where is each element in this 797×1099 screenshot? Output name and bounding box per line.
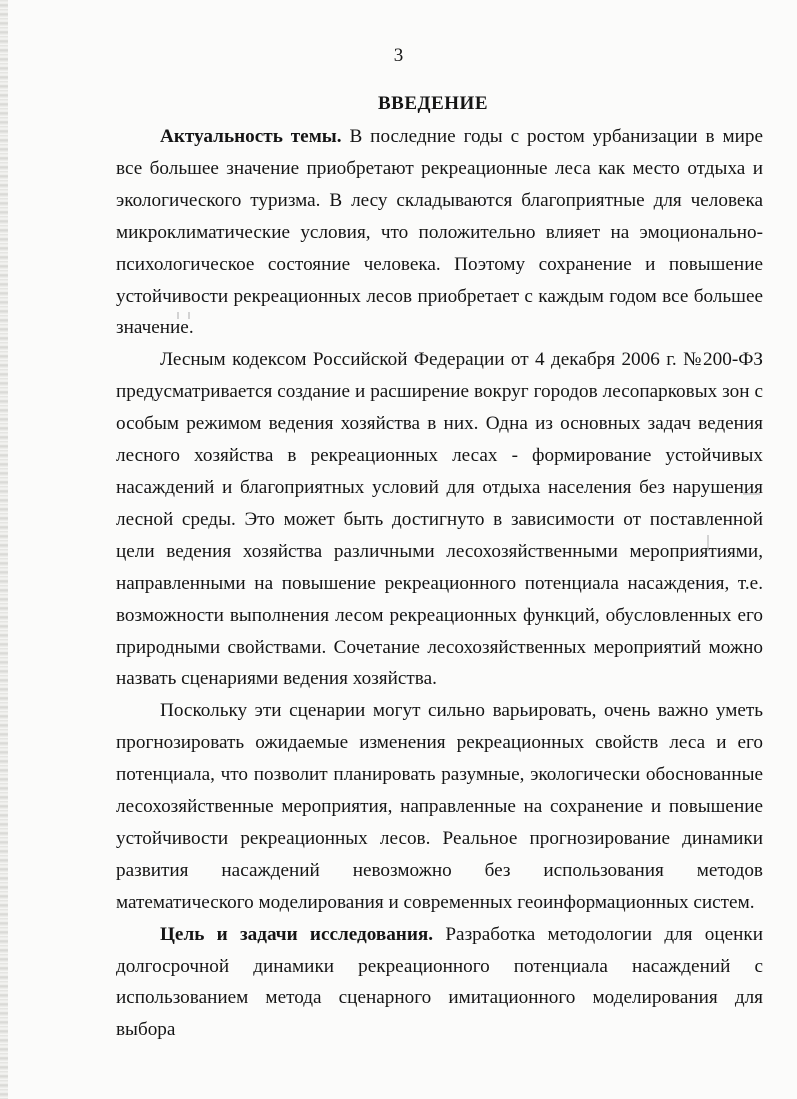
paragraph-forest-code (116, 344, 763, 695)
paragraph-text: Поскольку эти сценарии могут сильно варьировать, очень важно уметь прогнозировать ожидаемые изменения рекреационных свойств леса и его потенциала, что позволит планировать разумные, экологически обоснованные лесохозяйственные мероприятия, направленные на сохранение и повышение устойчивости рекреационных лесов. Реальное прогнозирование динамики развития насаждений невозможно без использования методов математического моделирования и современных геоинформационных систем. (116, 700, 763, 913)
paragraph-text: В последние годы с ростом урбанизации в мире все большее значение приобретают рекреационные леса как место отдыха и экологического туризма. В лесу складываются благоприятные для человека микроклиматические условия, что положительно влияет на эмоционально-психологическое состояние человека. Поэтому сохранение и повышение устойчивости рекреационных лесов приобретает с каждым годом все большее значение. (116, 126, 763, 339)
paragraph-relevance (116, 121, 763, 344)
scan-mark (707, 535, 709, 551)
paragraph-lead: Актуальность темы. (160, 126, 342, 147)
paragraph-goals (116, 919, 763, 1047)
page-number: 3 (393, 45, 404, 66)
paragraph-forecasting (116, 695, 763, 918)
paragraph-lead: Цель и задачи исследования. (160, 923, 434, 945)
scan-mark (188, 312, 190, 319)
body-text (116, 121, 763, 1046)
scan-mark (177, 312, 179, 319)
paragraph-text: Разработка методологии для оценки долгосрочной динамики рекреационного потенциала насаждений с использованием метода сценарного имитационного моделирования для выбора (116, 923, 763, 1041)
section-title: ВВЕДЕНИЕ (378, 93, 488, 114)
scan-edge (0, 0, 8, 1099)
paragraph-text: Лесным кодексом Российской Федерации от 4 декабря 2006 г. №200-ФЗ предусматривается создание и расширение вокруг городов лесопарковых зон с особым режимом ведения хозяйства в них. Одна из основных задач ведения лесного хозяйства в рекреационных лесах - формирование устойчивых насаждений и благоприятных условий для отдыха населения без нарушения лесной среды. Это может быть достигнуто в зависимости от поставленной цели ведения хозяйства различными лесохозяйственными мероприятиями, направленными на повышение рекреационного потенциала насаждения, т.е. возможности выполнения лесом рекреационных функций, обусловленных его природными свойствами. Сочетание лесохозяйственных мероприятий можно назвать сценариями ведения хозяйства. (116, 349, 763, 690)
scan-mark (743, 493, 760, 495)
